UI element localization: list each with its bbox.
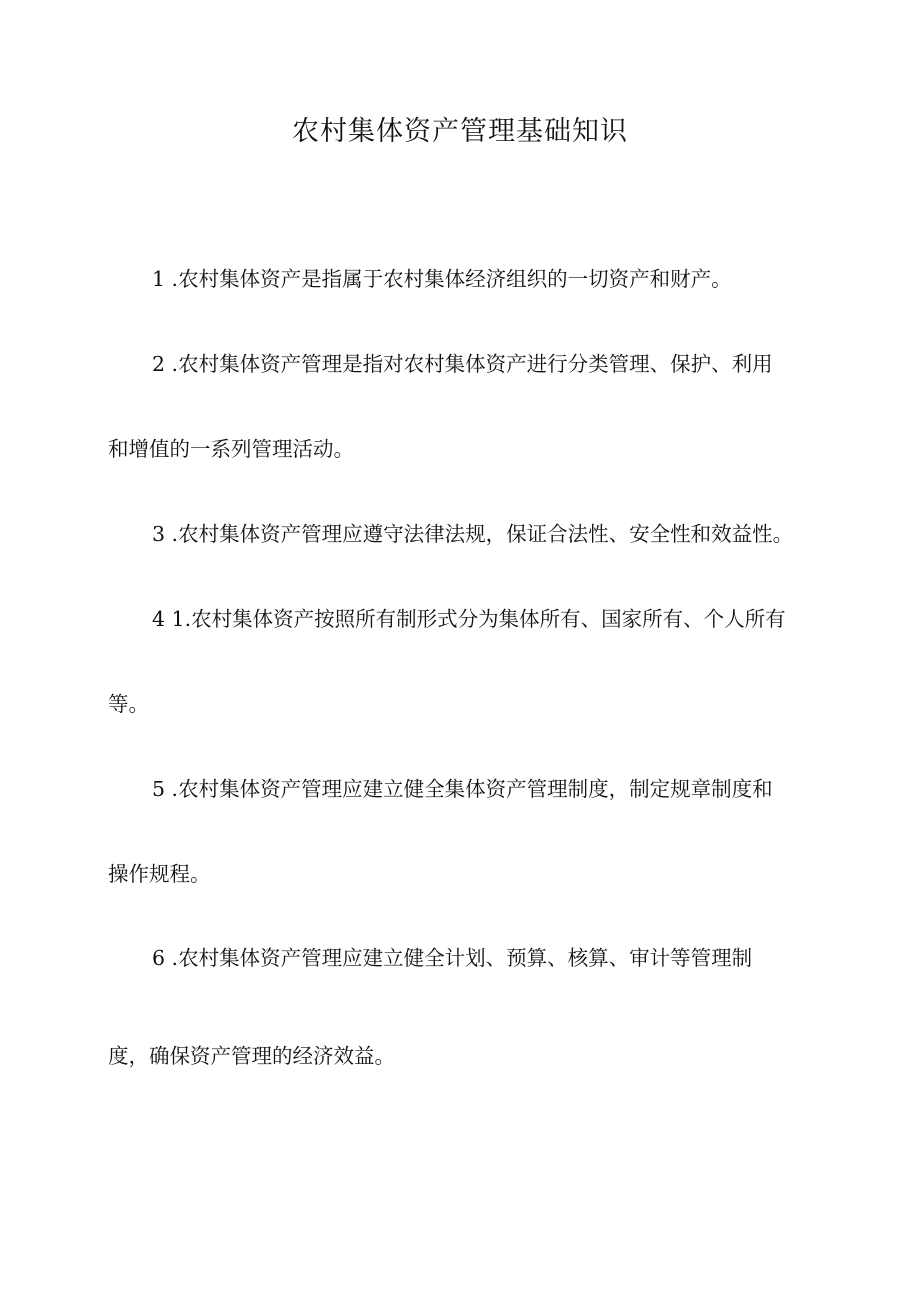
item-3-line-1: 3 .农村集体资产管理应遵守法律法规，保证合法性、安全性和效益性。: [152, 522, 794, 546]
item-2-line-1: 2 .农村集体资产管理是指对农村集体资产进行分类管理、保护、利用: [152, 352, 773, 376]
document-title: 农村集体资产管理基础知识: [292, 116, 628, 147]
item-5-line-2: 操作规程。: [108, 862, 211, 886]
item-6-line-1: 6 .农村集体资产管理应建立健全计划、预算、核算、审计等管理制: [152, 946, 753, 970]
item-1-line-1: 1 .农村集体资产是指属于农村集体经济组织的一切资产和财产。: [152, 267, 732, 291]
item-4-line-1: 4 1.农村集体资产按照所有制形式分为集体所有、国家所有、个人所有: [152, 607, 786, 631]
item-4-line-2: 等。: [108, 692, 149, 716]
item-6-line-2: 度，确保资产管理的经济效益。: [108, 1044, 395, 1068]
item-2-line-2: 和增值的一系列管理活动。: [108, 437, 354, 461]
item-5-line-1: 5 .农村集体资产管理应建立健全集体资产管理制度，制定规章制度和: [152, 777, 773, 801]
